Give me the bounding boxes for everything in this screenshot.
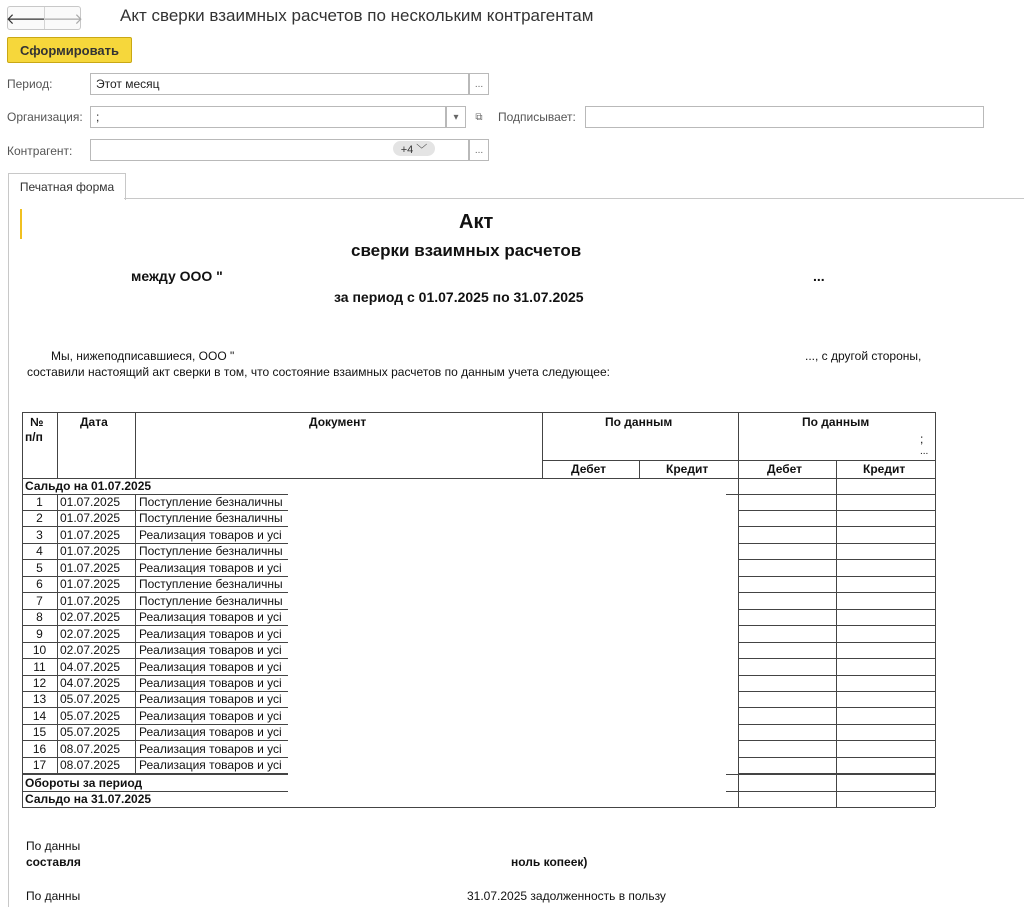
row-document: Реализация товаров и усі [139,725,282,739]
header-debit-theirs: Дебет [767,462,803,476]
row-document: Поступление безналичны [139,544,283,558]
doc-intro-line1-tail: ..., с другой стороны, [805,349,922,363]
row-date: 01.07.2025 [60,528,121,542]
row-date: 01.07.2025 [60,561,121,575]
row-document: Реализация товаров и усі [139,627,282,641]
row-divider [135,527,136,543]
row-line [738,543,935,544]
row-document: Реализация товаров и усі [139,610,282,624]
row-date: 01.07.2025 [60,577,121,591]
row-number: 3 [36,528,43,542]
organization-open-button[interactable] [469,106,489,128]
row-divider [57,527,58,543]
row-divider [135,659,136,675]
doc-intro-line1: Мы, нижеподписавшиеся, ООО " [51,349,235,363]
row-line [738,526,935,527]
row-document: Реализация товаров и усі [139,758,282,772]
row-divider [135,642,136,658]
row-date: 05.07.2025 [60,692,121,706]
row-line [738,592,935,593]
reconciliation-table [22,412,935,807]
row-divider [57,510,58,526]
row-line [738,625,935,626]
row-document: Реализация товаров и усі [139,528,282,542]
header-number-2: п/п [25,430,43,444]
header-credit-ours: Кредит [666,462,709,476]
row-document: Поступление безналичны [139,594,283,608]
row-line [738,740,935,741]
redacted-area [288,479,726,806]
row-divider [135,560,136,576]
row-document: Реализация товаров и усі [139,643,282,657]
row-date: 02.07.2025 [60,627,121,641]
row-line [22,526,288,527]
row-document: Реализация товаров и усі [139,676,282,690]
row-date: 02.07.2025 [60,610,121,624]
opening-balance-label: Сальдо на 01.07.2025 [25,479,152,493]
print-form-document[interactable] [8,199,1024,907]
row-divider [135,741,136,757]
row-document: Реализация товаров и усі [139,742,282,756]
counterparty-more-badge[interactable]: +4 ﹀ [393,141,435,156]
forward-button[interactable] [42,7,84,29]
doc-title: Акт [459,211,494,233]
row-divider [135,708,136,724]
row-number: 16 [32,742,47,756]
header-our-data: По данным [605,415,673,429]
row-document: Поступление безналичны [139,495,283,509]
row-document: Реализация товаров и усі [139,660,282,674]
row-line [738,675,935,676]
row-number: 6 [36,577,43,591]
row-date: 01.07.2025 [60,495,121,509]
row-number: 14 [32,709,47,723]
organization-label: Организация: [7,110,83,124]
row-divider [57,626,58,642]
document-cursor [20,209,22,239]
row-divider [57,593,58,609]
footer-line1: По данны [26,839,81,853]
row-line [22,625,288,626]
header-their-data-tail: ; [920,432,924,446]
row-date: 05.07.2025 [60,709,121,723]
back-button[interactable] [5,7,47,29]
signer-field[interactable] [585,106,984,128]
nav-buttons [5,6,84,30]
doc-between: между ООО " [131,268,223,284]
row-document: Реализация товаров и усі [139,561,282,575]
row-line [738,642,935,643]
row-divider [135,593,136,609]
header-document: Документ [309,415,367,429]
row-divider [57,724,58,740]
row-line [738,510,935,511]
row-divider [57,691,58,707]
header-debit-ours: Дебет [571,462,607,476]
row-document: Реализация товаров и усі [139,692,282,706]
row-line [22,592,288,593]
row-line [22,740,288,741]
row-line [22,707,288,708]
doc-between-tail: ... [813,268,825,284]
row-date: 08.07.2025 [60,742,121,756]
row-divider [57,560,58,576]
row-date: 01.07.2025 [60,594,121,608]
row-divider [135,494,136,510]
signer-label: Подписывает: [498,110,576,124]
row-line [738,707,935,708]
row-divider [135,576,136,592]
header-their-data-dots: ... [920,446,929,457]
doc-intro-line2: составили настоящий акт сверки в том, что состояние взаимных расчетов по данным учета следующее: [27,365,610,379]
period-field[interactable]: Этот месяц [90,73,469,95]
counterparty-label: Контрагент: [7,144,73,158]
row-date: 01.07.2025 [60,544,121,558]
row-divider [135,757,136,773]
chevron-down-icon: ▾ [453,111,459,123]
header-credit-theirs: Кредит [863,462,906,476]
footer-line2-tail: ноль копеек) [511,855,588,869]
row-number: 10 [32,643,47,657]
row-date: 08.07.2025 [60,758,121,772]
arrow-left-icon: 🡐 [5,10,47,28]
row-divider [135,609,136,625]
row-divider [135,675,136,691]
generate-button[interactable]: Сформировать [7,37,132,63]
row-number: 11 [33,660,46,674]
window-title: Акт сверки взаимных расчетов по нескольким контрагентам [120,6,594,25]
row-line [738,691,935,692]
row-divider [57,576,58,592]
row-line [738,576,935,577]
row-number: 13 [32,692,47,706]
row-line [738,609,935,610]
open-icon: ⧉ [475,111,483,123]
row-date: 01.07.2025 [60,511,121,525]
row-number: 8 [36,610,43,624]
row-divider [57,741,58,757]
row-document: Реализация товаров и усі [139,709,282,723]
row-number: 7 [36,594,43,608]
row-document: Поступление безналичны [139,577,283,591]
row-line [22,658,288,659]
organization-dropdown-button[interactable] [446,106,466,128]
counterparty-select-button[interactable]: ... [469,139,489,161]
header-number: № [30,415,44,429]
header-their-data: По данным [802,415,870,429]
row-divider [57,659,58,675]
footer-line2: составля [26,855,81,869]
tab-print-form[interactable]: Печатная форма [8,173,126,200]
title-bar [0,0,1024,36]
doc-period-line: за период с 01.07.2025 по 31.07.2025 [334,289,584,305]
row-number: 5 [36,561,43,575]
row-line [738,724,935,725]
row-number: 4 [36,544,43,558]
row-divider [57,609,58,625]
row-date: 04.07.2025 [60,676,121,690]
row-number: 2 [36,511,43,525]
row-divider [135,691,136,707]
row-divider [57,543,58,559]
row-divider [135,543,136,559]
footer-line3-tail: 31.07.2025 задолженность в пользу [467,889,666,903]
row-document: Поступление безналичны [139,511,283,525]
row-divider [135,626,136,642]
closing-balance-label: Сальдо на 31.07.2025 [25,792,152,806]
row-divider [57,757,58,773]
organization-field[interactable]: ; [90,106,446,128]
footer-line3: По данны [26,889,81,903]
row-line [22,559,288,560]
row-line [738,658,935,659]
row-divider [57,642,58,658]
row-number: 15 [32,725,47,739]
row-divider [135,724,136,740]
row-divider [57,494,58,510]
row-number: 1 [36,495,43,509]
row-date: 05.07.2025 [60,725,121,739]
row-divider [135,510,136,526]
row-date: 04.07.2025 [60,660,121,674]
row-date: 02.07.2025 [60,643,121,657]
row-divider [57,675,58,691]
row-number: 9 [36,627,43,641]
doc-subtitle: сверки взаимных расчетов [351,241,582,260]
row-number: 12 [32,676,47,690]
period-label: Период: [7,77,53,91]
header-date: Дата [80,415,108,429]
turnover-label: Обороты за период [25,776,143,790]
row-number: 17 [32,758,47,772]
period-select-button[interactable]: ... [469,73,489,95]
arrow-right-icon: 🡒 [42,10,84,28]
row-line [738,559,935,560]
row-divider [57,708,58,724]
row-line [738,757,935,758]
